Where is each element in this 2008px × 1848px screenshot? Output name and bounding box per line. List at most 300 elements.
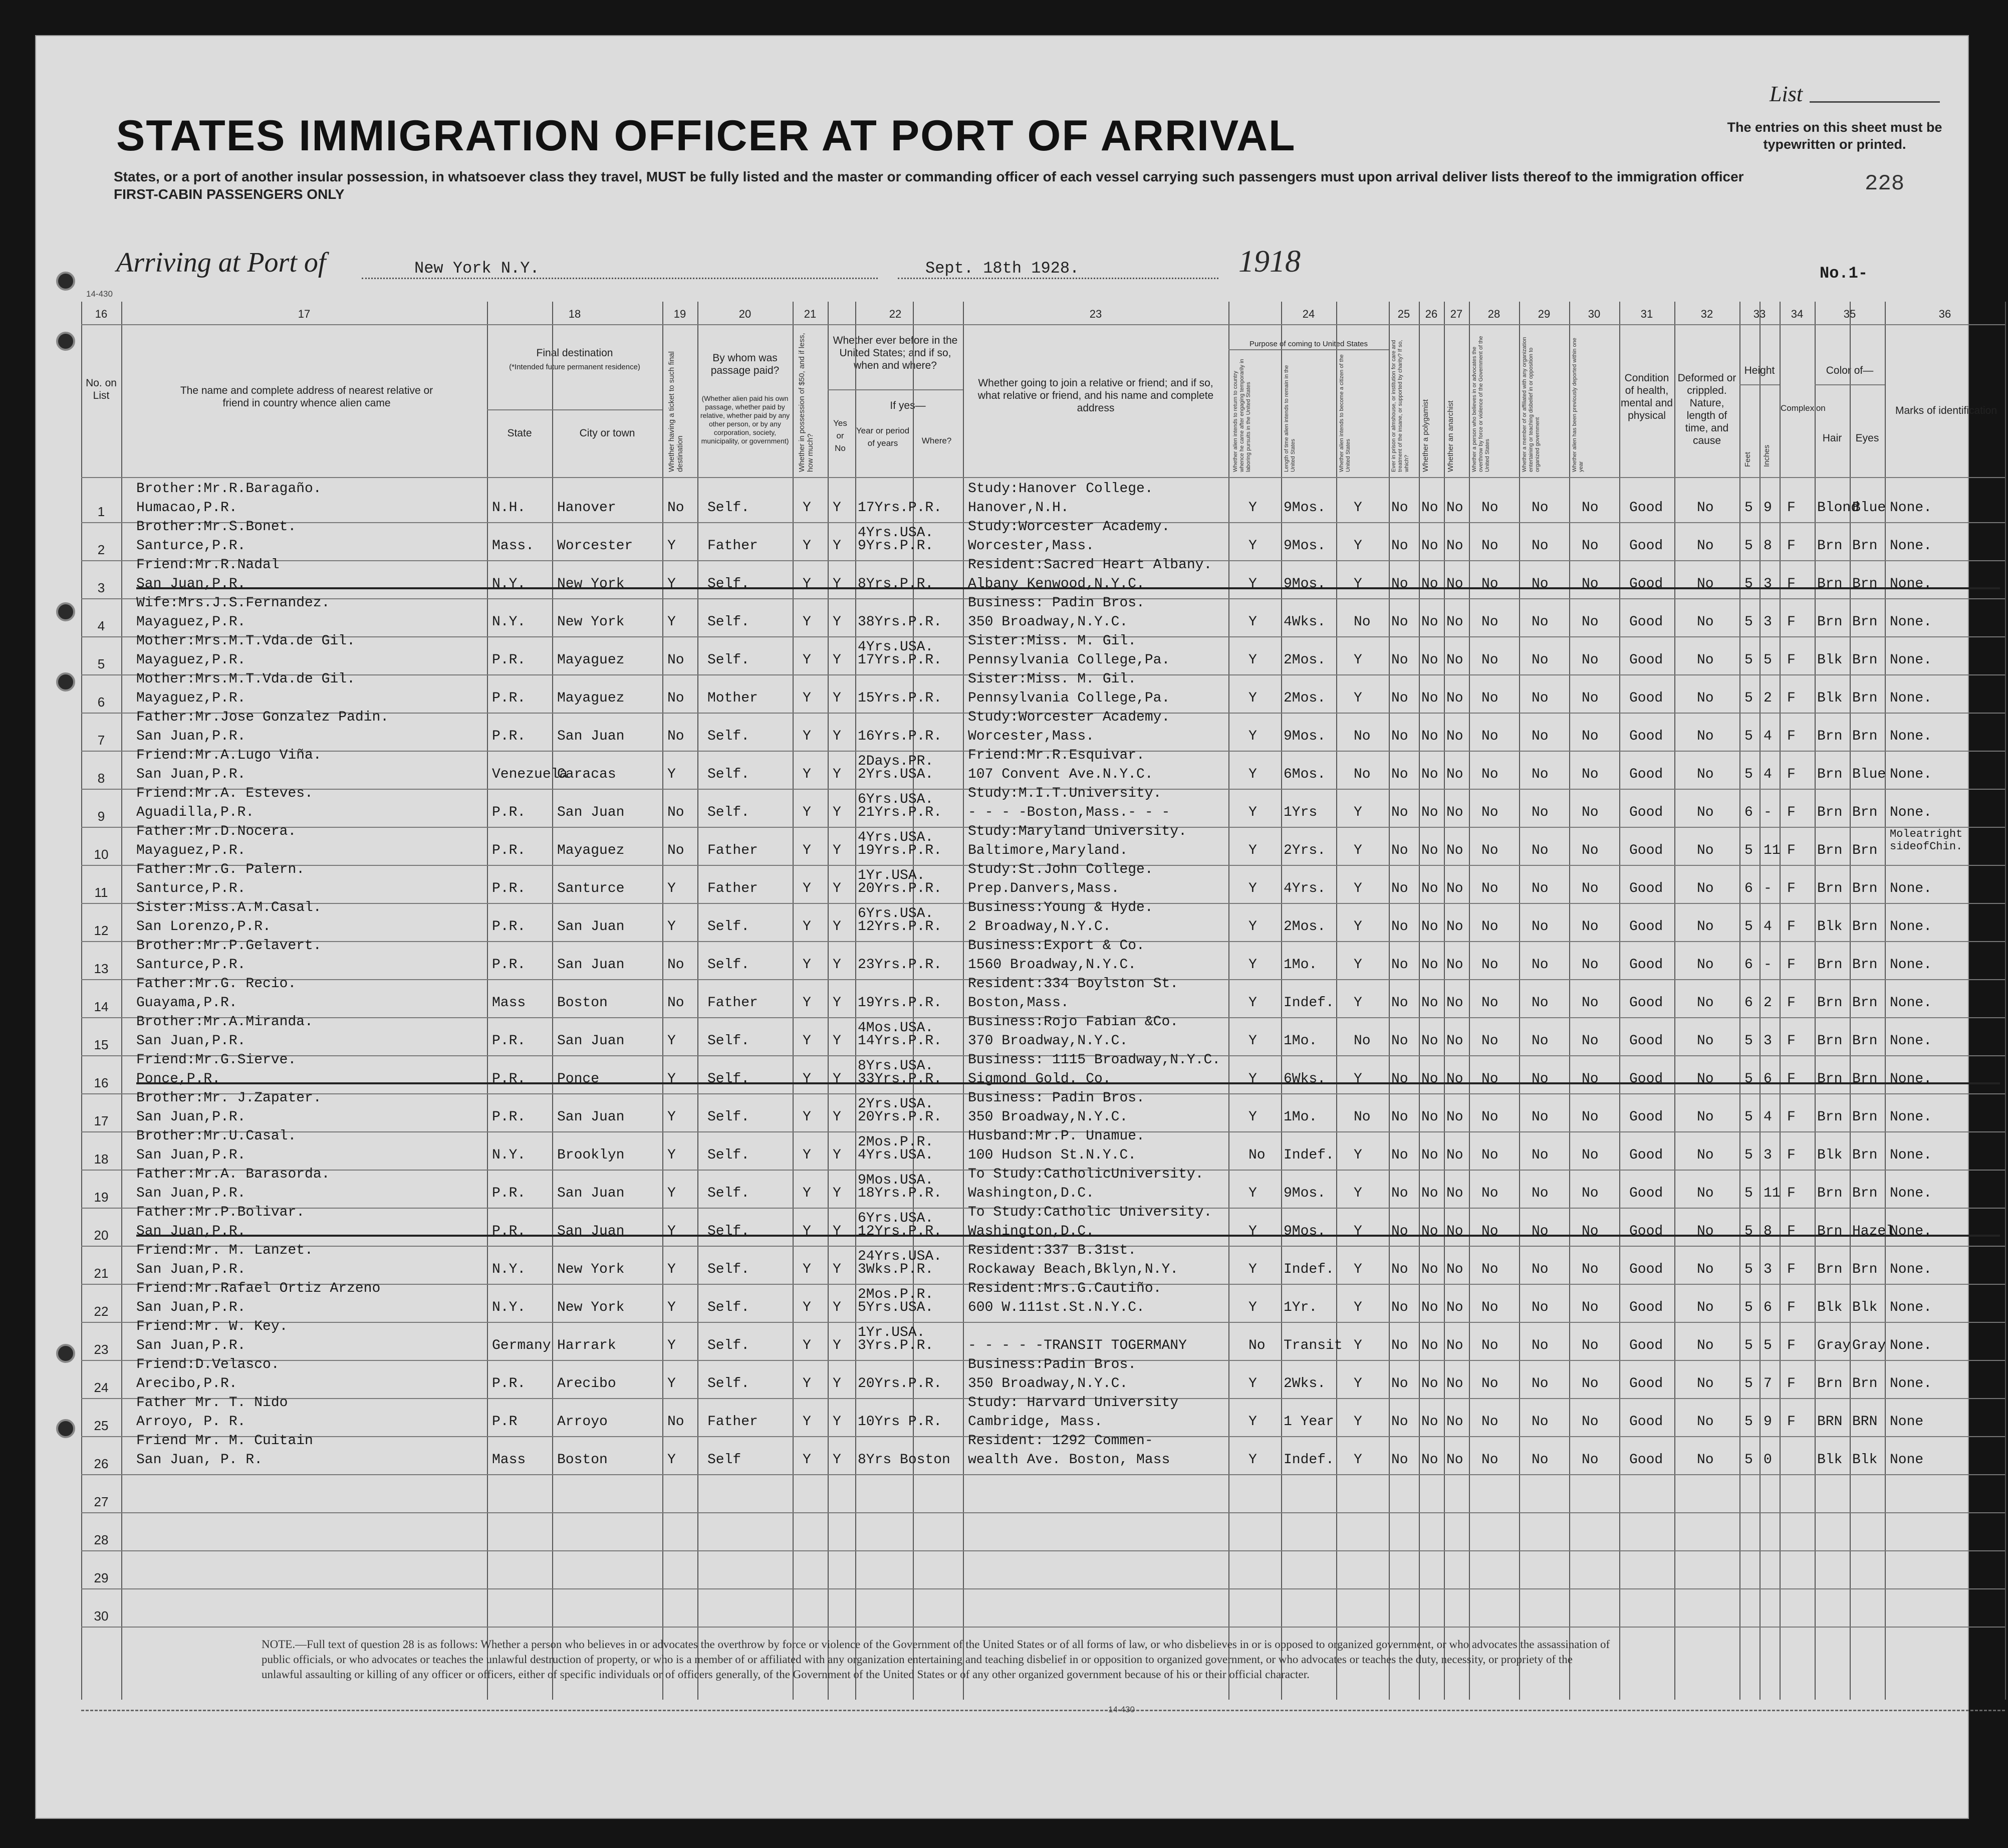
purpose-citizen-cell: Y (1354, 1452, 1362, 1468)
complexion-cell: F (1787, 843, 1796, 858)
column-rule (855, 302, 856, 1700)
city-cell: Brooklyn (557, 1147, 625, 1163)
inches-cell: 7 (1764, 1376, 1772, 1392)
paid-by-cell: Self. (707, 652, 750, 668)
hair-cell: Brn (1817, 576, 1843, 592)
marks-cell: None. (1890, 1147, 1932, 1163)
purpose-length-cell: 6Mos. (1284, 767, 1326, 782)
relative-address: San Juan,P.R. (136, 1224, 246, 1239)
health-cell: Good (1629, 1376, 1663, 1392)
eyes-cell: Brn (1852, 1186, 1878, 1201)
colnum-21: 21 (804, 308, 817, 320)
purpose-return-cell: Y (1248, 919, 1257, 935)
prison-cell: No (1391, 1147, 1408, 1163)
column-rule (81, 302, 82, 1700)
overthrow-cell: No (1481, 1033, 1498, 1049)
purpose-length-cell: 4Yrs. (1284, 881, 1326, 896)
deported-cell: No (1582, 767, 1599, 782)
anarchist-cell: No (1446, 1224, 1463, 1239)
relative-name: Father:Mr.G. Palern. (136, 862, 305, 877)
eyes-cell: Brn (1852, 729, 1878, 744)
column-rule (963, 302, 964, 1700)
purpose-citizen-cell: Y (1354, 1262, 1362, 1277)
marks-cell: None. (1890, 805, 1932, 820)
health-cell: Good (1629, 919, 1663, 935)
anarchist-cell: No (1446, 919, 1463, 935)
deformed-cell: No (1697, 538, 1714, 554)
purpose-return-cell: Y (1248, 1071, 1257, 1087)
city-cell: San Juan (557, 1186, 625, 1201)
polygamist-cell: No (1421, 957, 1438, 973)
eyes-cell: Brn (1852, 1109, 1878, 1125)
organization-cell: No (1532, 729, 1549, 744)
ticket-cell: Y (667, 538, 676, 554)
inches-cell: 5 (1764, 1338, 1772, 1353)
joining-cell: Study:Worcester Academy. (968, 519, 1170, 535)
row-number: 19 (94, 1190, 109, 1205)
joining-address-cell: 350 Broadway,N.Y.C. (968, 1109, 1128, 1125)
relative-address: Humacao,P.R. (136, 500, 237, 516)
anarchist-cell: No (1446, 1414, 1463, 1430)
anarchist-cell: No (1446, 843, 1463, 858)
deformed-cell: No (1697, 957, 1714, 973)
joining-cell: Study:St.John College. (968, 862, 1153, 877)
eyes-cell: Brn (1852, 957, 1878, 973)
header-feet: Feet (1743, 451, 1752, 467)
joining-cell: Business: Padin Bros. (968, 1090, 1145, 1106)
ticket-cell: Y (667, 1224, 676, 1239)
colnum-35: 35 (1843, 308, 1856, 320)
eyes-cell: Brn (1852, 690, 1878, 706)
organization-cell: No (1532, 1186, 1549, 1201)
feet-cell: 5 (1744, 500, 1753, 516)
health-cell: Good (1629, 729, 1663, 744)
ticket-cell: No (667, 957, 684, 973)
relative-name: Friend:Mr.Rafael Ortiz Arzeno (136, 1281, 381, 1296)
relative-address: San Lorenzo,P.R. (136, 919, 271, 935)
overthrow-cell: No (1481, 1300, 1498, 1315)
overthrow-cell: No (1481, 1109, 1498, 1125)
prison-cell: No (1391, 1338, 1408, 1353)
hair-cell: Brn (1817, 1262, 1843, 1277)
footnote: NOTE.—Full text of question 28 is as follows: Whether a person who believes in or advocates the overthrow by force or violence of the Government of the United States or of all forms of law, or who disbelieves in or is opposed to organized government, or who advocates the assassination of public officials, or who advocates or teaches the unlawful destruction of property, or who is a member of or affiliated with any organization entertaining and teaching disbelief in or opposition to organized government, or who advocates or teaches the duty, necessity, or propriety of the unlawful assaulting or killing of any officer or officers, either of specific individuals or of officers generally, of the Government of the United States or of any other organized government because of his or their official character. (262, 1638, 1610, 1681)
header-final-destination: Final destination (536, 347, 613, 359)
marks-cell: None. (1890, 1376, 1932, 1392)
period-cell: 4Yrs.USA. (858, 525, 934, 541)
colnum-29: 29 (1538, 308, 1551, 320)
anarchist-cell: No (1446, 729, 1463, 744)
before-us-cell: Y (833, 538, 841, 554)
row-number: 4 (97, 618, 105, 633)
ticket-cell: Y (667, 1452, 676, 1468)
purpose-return-cell: Y (1248, 805, 1257, 820)
column-rule (1419, 302, 1420, 1700)
anarchist-cell: No (1446, 1300, 1463, 1315)
deported-cell: No (1582, 995, 1599, 1011)
relative-name: Father Mr. T. Nido (136, 1395, 288, 1411)
form-code: 14-430 (86, 289, 113, 299)
inches-cell: 8 (1764, 1224, 1772, 1239)
purpose-length-cell: 2Yrs. (1284, 843, 1326, 858)
relative-name: Friend:Mr. W. Key. (136, 1319, 288, 1334)
organization-cell: No (1532, 1224, 1549, 1239)
header-rule (487, 409, 662, 410)
ticket-cell: Y (667, 614, 676, 630)
colnum-34: 34 (1791, 308, 1804, 320)
header-yes-no: Yes or No (833, 418, 847, 453)
state-cell: P.R. (492, 957, 526, 973)
organization-cell: No (1532, 1262, 1549, 1277)
health-cell: Good (1629, 767, 1663, 782)
hair-cell: Blk (1817, 1147, 1843, 1163)
polygamist-cell: No (1421, 1376, 1438, 1392)
manifest-sheet (35, 35, 1997, 1819)
ticket-cell: No (667, 843, 684, 858)
deported-cell: No (1582, 1262, 1599, 1277)
deformed-cell: No (1697, 1186, 1714, 1201)
paid-by-cell: Self. (707, 1300, 750, 1315)
eyes-cell: Brn (1852, 919, 1878, 935)
purpose-length-cell: Transit (1284, 1338, 1343, 1353)
inches-cell: 3 (1764, 1033, 1772, 1049)
joining-address-cell: 1560 Broadway,N.Y.C. (968, 957, 1137, 973)
marks-cell: None. (1890, 767, 1932, 782)
row-number: 30 (94, 1608, 109, 1624)
inches-cell: 9 (1764, 1414, 1772, 1430)
polygamist-cell: No (1421, 881, 1438, 896)
complexion-cell: F (1787, 500, 1796, 516)
bottom-rule (81, 1710, 2005, 1711)
joining-cell: To Study:CatholicUniversity. (968, 1167, 1204, 1182)
joining-cell: Study:Maryland University. (968, 824, 1187, 839)
purpose-return-cell: Y (1248, 1414, 1257, 1430)
marks-cell: None. (1890, 500, 1932, 516)
ticket-cell: Y (667, 1071, 676, 1087)
column-rule (828, 302, 829, 1700)
joining-address-cell: Washington,D.C. (968, 1224, 1095, 1239)
period-cell: 3Wks.P.R. (858, 1262, 934, 1277)
overthrow-cell: No (1481, 767, 1498, 782)
relative-address: Mayaguez,P.R. (136, 690, 246, 706)
relative-address: Arroyo, P. R. (136, 1414, 246, 1430)
polygamist-cell: No (1421, 1338, 1438, 1353)
before-us-cell: Y (833, 1071, 841, 1087)
complexion-cell: F (1787, 805, 1796, 820)
hair-cell: Blk (1817, 1452, 1843, 1468)
row-number: 12 (94, 923, 109, 938)
ticket-cell: Y (667, 1338, 676, 1353)
header-complexion: Complexion (1781, 403, 1826, 413)
state-cell: P.R. (492, 1224, 526, 1239)
fifty-dollars-cell: Y (803, 1147, 811, 1163)
feet-cell: 5 (1744, 729, 1753, 744)
fifty-dollars-cell: Y (803, 1033, 811, 1049)
overthrow-cell: No (1481, 1414, 1498, 1430)
feet-cell: 5 (1744, 843, 1753, 858)
eyes-cell: Hazel (1852, 1224, 1895, 1239)
state-cell: Germany (492, 1338, 551, 1353)
column-rule (1815, 302, 1816, 1700)
relative-name: Friend:Mr.A.Lugo Viña. (136, 748, 322, 763)
health-cell: Good (1629, 1414, 1663, 1430)
before-us-cell: Y (833, 881, 841, 896)
state-cell: N.H. (492, 500, 526, 516)
relative-address: Santurce,P.R. (136, 538, 246, 554)
city-cell: Arroyo (557, 1414, 608, 1430)
period-cell: 1Yr.USA. (858, 1325, 925, 1340)
hair-cell: Brn (1817, 614, 1843, 630)
hair-cell: Brn (1817, 995, 1843, 1011)
prison-cell: No (1391, 500, 1408, 516)
row-number: 27 (94, 1494, 109, 1509)
purpose-return-cell: Y (1248, 995, 1257, 1011)
relative-name: Brother:Mr. J.Zapater. (136, 1090, 322, 1106)
purpose-return-cell: Y (1248, 538, 1257, 554)
period-cell: 4Yrs.USA. (858, 639, 934, 655)
overthrow-cell: No (1481, 652, 1498, 668)
joining-address-cell: Cambridge, Mass. (968, 1414, 1103, 1430)
row-rule (81, 1627, 2005, 1628)
before-us-cell: Y (833, 1338, 841, 1353)
relative-name: Friend:D.Velasco. (136, 1357, 280, 1372)
health-cell: Good (1629, 1147, 1663, 1163)
inches-cell: 9 (1764, 500, 1772, 516)
period-cell: 20Yrs.P.R. (858, 1376, 942, 1392)
column-rule (1619, 302, 1620, 1700)
header-hair: Hair (1822, 432, 1842, 444)
paid-by-cell: Self. (707, 1186, 750, 1201)
polygamist-cell: No (1421, 843, 1438, 858)
purpose-length-cell: 2Mos. (1284, 652, 1326, 668)
deported-cell: No (1582, 614, 1599, 630)
ticket-cell: No (667, 805, 684, 820)
purpose-citizen-cell: Y (1354, 1300, 1362, 1315)
joining-cell: Business: Padin Bros. (968, 595, 1145, 611)
state-cell: Mass (492, 995, 526, 1011)
joining-address-cell: 2 Broadway,N.Y.C. (968, 919, 1111, 935)
fifty-dollars-cell: Y (803, 729, 811, 744)
deformed-cell: No (1697, 1033, 1714, 1049)
state-cell: Mass (492, 1452, 526, 1468)
purpose-citizen-cell: No (1354, 1109, 1371, 1125)
period-cell: 2Yrs.USA. (858, 1096, 934, 1112)
header-passage-note: (Whether alien paid his own passage, whether paid by relative, whether paid by any other person, or by any corporation, society, municipality, or government) (700, 394, 790, 445)
period-cell: 12Yrs.P.R. (858, 1224, 942, 1239)
state-cell: N.Y. (492, 1300, 526, 1315)
health-cell: Good (1629, 995, 1663, 1011)
relative-address: San Juan,P.R. (136, 1109, 246, 1125)
joining-address-cell: 107 Convent Ave.N.Y.C. (968, 767, 1153, 782)
purpose-length-cell: 2Wks. (1284, 1376, 1326, 1392)
fifty-dollars-cell: Y (803, 1224, 811, 1239)
inches-cell: 4 (1764, 919, 1772, 935)
state-cell: N.Y. (492, 1147, 526, 1163)
colnum-23: 23 (1089, 308, 1102, 320)
relative-address: San Juan,P.R. (136, 729, 246, 744)
period-cell: 9Mos.USA. (858, 1173, 934, 1188)
organization-cell: No (1532, 652, 1549, 668)
marks-cell: Moleatright sideofChin. (1890, 828, 1963, 853)
deformed-cell: No (1697, 1376, 1714, 1392)
feet-cell: 5 (1744, 919, 1753, 935)
marks-cell: None. (1890, 652, 1932, 668)
joining-cell: Resident:334 Boylston St. (968, 976, 1179, 992)
period-cell: 16Yrs.P.R. (858, 729, 942, 744)
deported-cell: No (1582, 1224, 1599, 1239)
state-cell: P.R. (492, 1071, 526, 1087)
state-cell: P.R. (492, 919, 526, 935)
header-anarchist: Whether an anarchist (1446, 400, 1455, 472)
header-organization: Whether a member of or affiliated with any organization entertaining or teaching disbelief in or opposition to organized government (1522, 337, 1541, 472)
colnum-30: 30 (1588, 308, 1601, 320)
row-number: 15 (94, 1037, 109, 1052)
relative-name: Friend:Mr.G.Sierve. (136, 1052, 297, 1068)
period-cell: 10Yrs P.R. (858, 1414, 942, 1430)
purpose-return-cell: Y (1248, 881, 1257, 896)
health-cell: Good (1629, 1071, 1663, 1087)
colnum-33: 33 (1753, 308, 1766, 320)
column-rule (121, 302, 122, 1700)
purpose-citizen-cell: Y (1354, 1338, 1362, 1353)
prison-cell: No (1391, 729, 1408, 744)
anarchist-cell: No (1446, 1376, 1463, 1392)
polygamist-cell: No (1421, 1109, 1438, 1125)
complexion-cell: F (1787, 1147, 1796, 1163)
period-cell: 6Yrs.USA. (858, 906, 934, 921)
header-deformed: Deformed or crippled. Nature, length of time, and cause (1677, 372, 1736, 446)
relative-name: Father:Mr.G. Recio. (136, 976, 297, 992)
relative-name: Friend Mr. M. Cuitain (136, 1433, 313, 1449)
state-cell: Venezuela (492, 767, 568, 782)
polygamist-cell: No (1421, 1224, 1438, 1239)
feet-cell: 5 (1744, 1186, 1753, 1201)
period-cell: 2Mos.P.R. (858, 1287, 934, 1302)
paid-by-cell: Mother (707, 690, 758, 706)
anarchist-cell: No (1446, 1033, 1463, 1049)
row-number: 10 (94, 847, 109, 862)
joining-address-cell: Washington,D.C. (968, 1186, 1095, 1201)
relative-name: Sister:Miss.A.M.Casal. (136, 900, 322, 915)
joining-cell: Resident:Mrs.G.Cautiño. (968, 1281, 1162, 1296)
deported-cell: No (1582, 1147, 1599, 1163)
before-us-cell: Y (833, 767, 841, 782)
purpose-length-cell: Indef. (1284, 1262, 1334, 1277)
organization-cell: No (1532, 1071, 1549, 1087)
purpose-length-cell: 1Yrs (1284, 805, 1318, 820)
period-cell: 20Yrs.P.R. (858, 881, 942, 896)
deported-cell: No (1582, 1338, 1599, 1353)
purpose-return-cell: Y (1248, 1033, 1257, 1049)
fifty-dollars-cell: Y (803, 652, 811, 668)
ticket-cell: Y (667, 1186, 676, 1201)
paid-by-cell: Self. (707, 1224, 750, 1239)
organization-cell: No (1532, 843, 1549, 858)
state-cell: P.R. (492, 881, 526, 896)
column-rule (1281, 302, 1282, 1700)
period-cell: 33Yrs.P.R. (858, 1071, 942, 1087)
complexion-cell: F (1787, 538, 1796, 554)
health-cell: Good (1629, 538, 1663, 554)
organization-cell: No (1532, 500, 1549, 516)
period-cell: 18Yrs.P.R. (858, 1186, 942, 1201)
polygamist-cell: No (1421, 729, 1438, 744)
purpose-length-cell: 6Wks. (1284, 1071, 1326, 1087)
header-health: Condition of health, mental and physical (1621, 372, 1673, 421)
feet-cell: 5 (1744, 1452, 1753, 1468)
colnum-36: 36 (1938, 308, 1951, 320)
organization-cell: No (1532, 538, 1549, 554)
header-overthrow: Whether a person who believes in or advocates the overthrow by force or violence of the Government of the United States (1471, 336, 1490, 472)
purpose-citizen-cell: No (1354, 1033, 1371, 1049)
purpose-length-cell: 9Mos. (1284, 576, 1326, 592)
before-us-cell: Y (833, 843, 841, 858)
hair-cell: Brn (1817, 538, 1843, 554)
polygamist-cell: No (1421, 1414, 1438, 1430)
deformed-cell: No (1697, 881, 1714, 896)
health-cell: Good (1629, 1109, 1663, 1125)
purpose-length-cell: 2Mos. (1284, 919, 1326, 935)
footer-form-code: 14-430 (1108, 1705, 1135, 1714)
organization-cell: No (1532, 881, 1549, 896)
before-us-cell: Y (833, 690, 841, 706)
marks-cell: None. (1890, 1109, 1932, 1125)
before-us-cell: Y (833, 1109, 841, 1125)
hair-cell: Brn (1817, 1224, 1843, 1239)
anarchist-cell: No (1446, 1452, 1463, 1468)
deported-cell: No (1582, 1071, 1599, 1087)
header-rule (1815, 384, 1885, 385)
relative-address: Aguadilla,P.R. (136, 805, 255, 820)
feet-cell: 5 (1744, 1376, 1753, 1392)
deported-cell: No (1582, 843, 1599, 858)
city-cell: San Juan (557, 1224, 625, 1239)
complexion-cell: F (1787, 881, 1796, 896)
prison-cell: No (1391, 919, 1408, 935)
organization-cell: No (1532, 1300, 1549, 1315)
eyes-cell: Brn (1852, 1262, 1878, 1277)
feet-cell: 5 (1744, 1109, 1753, 1125)
eyes-cell: Brn (1852, 1033, 1878, 1049)
header-relative: The name and complete address of nearest relative or friend in country whence alien came (180, 385, 433, 409)
anarchist-cell: No (1446, 767, 1463, 782)
purpose-return-cell: Y (1248, 690, 1257, 706)
prison-cell: No (1391, 1376, 1408, 1392)
deported-cell: No (1582, 652, 1599, 668)
organization-cell: No (1532, 1338, 1549, 1353)
prison-cell: No (1391, 881, 1408, 896)
header-joining: Whether going to join a relative or friend; and if so, what relative or friend, and his name and complete address (977, 377, 1214, 414)
period-cell: 38Yrs.P.R. (858, 614, 942, 630)
relative-address: San Juan,P.R. (136, 1186, 246, 1201)
colnum-17: 17 (298, 308, 311, 320)
purpose-length-cell: Indef. (1284, 995, 1334, 1011)
health-cell: Good (1629, 500, 1663, 516)
hair-cell: Blond (1817, 500, 1860, 516)
marks-cell: None. (1890, 1262, 1932, 1277)
deformed-cell: No (1697, 1224, 1714, 1239)
punch-hole (56, 272, 75, 291)
fifty-dollars-cell: Y (803, 957, 811, 973)
city-cell: Mayaguez (557, 843, 625, 858)
prison-cell: No (1391, 1262, 1408, 1277)
purpose-citizen-cell: No (1354, 767, 1371, 782)
period-cell: 9Yrs.P.R. (858, 538, 934, 554)
hair-cell: Brn (1817, 729, 1843, 744)
fifty-dollars-cell: Y (803, 1338, 811, 1353)
city-cell: Caracas (557, 767, 616, 782)
header-inches: Inches (1763, 444, 1771, 467)
relative-name: Father:Mr.A. Barasorda. (136, 1167, 330, 1182)
